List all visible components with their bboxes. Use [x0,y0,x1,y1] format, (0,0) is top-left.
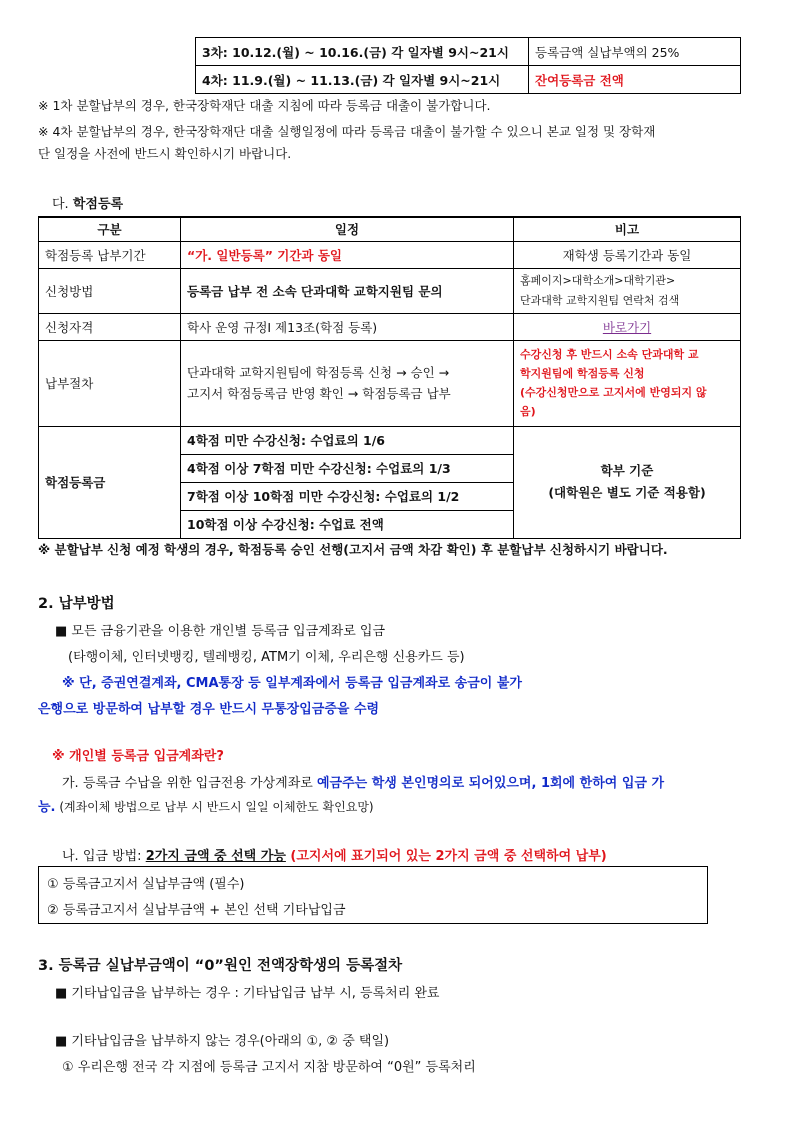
procedure-line2: 고지서 학점등록금 반영 확인 → 학점등록금 납부 [187,386,451,401]
method-label: 신청방법 [39,268,181,313]
account-definition-ga-cont [38,796,374,815]
method-note-line2: 단과대학 교학지원팀 연락처 검색 [520,293,680,307]
procedure-note-line4: 음) [520,405,536,418]
method-value: 등록금 납부 전 소속 단과대학 교학지원팀 문의 [181,268,514,313]
section3-bullet-2-item-1: ① 우리은행 전국 각 지점에 등록금 고지서 지참 방문하여 “0원” 등록처리 [62,1060,476,1075]
qualification-value: 학사 운영 규정Ⅰ 제13조(학점 등록) [181,313,514,340]
installment-4-schedule: 4차: 11.9.(월) ~ 11.13.(금) 각 일자별 9시~21시 [196,66,529,94]
note-1st-installment: ※ 1차 분할납부의 경우, 한국장학재단 대출 지침에 따라 등록금 대출이 불가합니다. [38,98,491,113]
installment-3-schedule: 3차: 10.12.(월) ~ 10.16.(금) 각 일자별 9시~21시 [196,38,529,66]
procedure-note-line2: 학지원팀에 학점등록 신청 [520,367,645,380]
na-prefix: 나. 입금 방법: [62,849,146,864]
fee-row-3: 7학점 이상 10학점 미만 수강신청: 수업료의 1/2 [181,482,514,510]
ga-bold: 예금주는 학생 본인명의로 되어있으며, 1회에 한하여 입금 가 [316,776,665,791]
ga-prefix: 가. 등록금 수납을 위한 입금전용 가상계좌로 [62,776,317,791]
procedure-note-line3: (수강신청만으로 고지서에 반영되지 않 [520,386,707,399]
deposit-options-box [38,866,708,924]
procedure-label: 납부절차 [39,340,181,426]
procedure-note [514,340,741,426]
fee-note [514,426,741,538]
ga2-bold: 능. [38,800,56,815]
account-definition-title: ※ 개인별 등록금 입금계좌란? [52,749,224,764]
fee-row-1: 4학점 미만 수강신청: 수업료의 1/6 [181,426,514,454]
period-value: “가. 일반등록” 기간과 동일 [181,241,514,268]
section3-title: 3. 등록금 실납부금액이 “0”원인 전액장학생의 등록절차 [38,958,403,974]
ga2-rest: (계좌이체 방법으로 납부 시 반드시 일일 이체한도 확인요망) [55,800,374,814]
deposit-option-1: ① 등록금고지서 실납부금액 (필수) [47,877,245,892]
section2-warning-2: 은행으로 방문하여 납부할 경우 반드시 무통장입금증을 수령 [38,702,380,717]
section-da-title: 학점등록 [72,197,124,212]
header-schedule: 일정 [181,217,514,241]
shortcut-link[interactable]: 바로가기 [602,319,652,335]
na-underline: 2가지 금액 중 선택 가능 [145,849,286,864]
section2-methods: (타행이체, 인터넷뱅킹, 텔레뱅킹, ATM기 이체, 우리은행 신용카드 등) [68,650,465,665]
procedure-value [181,340,514,426]
section2-warning-1: ※ 단, 증권연결계좌, CMA통장 등 일부계좌에서 등록금 입금계좌로 송금이 불가 [62,676,522,691]
section2-bullet: ■ 모든 금융기관을 이용한 개인별 등록금 입금계좌로 입금 [55,624,386,639]
period-note: 재학생 등록기간과 동일 [514,241,741,268]
account-definition-ga [62,772,664,791]
section3-bullet-1: ■ 기타납입금을 납부하는 경우 : 기타납입금 납부 시, 등록처리 완료 [55,986,440,1001]
fee-row-2: 4학점 이상 7학점 미만 수강신청: 수업료의 1/3 [181,454,514,482]
qualification-label: 신청자격 [39,313,181,340]
fee-label: 학점등록금 [39,426,181,538]
installment-4-amount: 잔여등록금 전액 [529,66,741,94]
na-red: (고지서에 표기되어 있는 2가지 금액 중 선택하여 납부) [285,849,607,864]
procedure-note-line1: 수강신청 후 반드시 소속 단과대학 교 [520,348,699,361]
header-remarks: 비고 [514,217,741,241]
note-registration-first: ※ 분할납부 신청 예정 학생의 경우, 학점등록 승인 선행(고지서 금액 차감 확인) 후 분할납부 신청하시기 바랍니다. [38,542,668,557]
procedure-line1: 단과대학 교학지원팀에 학점등록 신청 → 승인 → [187,365,450,380]
note-4th-installment-b: 단 일정을 사전에 반드시 확인하시기 바랍니다. [38,146,292,161]
fee-row-4: 10학점 이상 수강신청: 수업료 전액 [181,510,514,538]
method-note [514,268,741,313]
header-category: 구분 [39,217,181,241]
note-4th-installment-a: ※ 4차 분할납부의 경우, 한국장학재단 대출 실행일정에 따라 등록금 대출이 불가할 수 있으니 본교 일정 및 장학재 [38,124,656,139]
fee-note-line2: (대학원은 별도 기준 적용함) [548,485,706,500]
deposit-option-2: ② 등록금고지서 실납부금액 + 본인 선택 기타납입금 [47,903,346,918]
fee-note-line1: 학부 기준 [600,463,654,478]
section-da-prefix: 다. [52,197,73,212]
deposit-method [62,845,607,864]
section3-bullet-2: ■ 기타납입금을 납부하지 않는 경우(아래의 ①, ② 중 택일) [55,1034,390,1049]
method-note-line1: 홈페이지>대학소개>대학기관> [520,273,676,287]
section2-title: 2. 납부방법 [38,596,115,612]
installment-3-amount: 등록금액 실납부액의 25% [529,38,741,66]
credit-registration-table [38,216,741,539]
section-da-heading [52,193,123,212]
installment-table [195,37,741,94]
period-label: 학점등록 납부기간 [39,241,181,268]
